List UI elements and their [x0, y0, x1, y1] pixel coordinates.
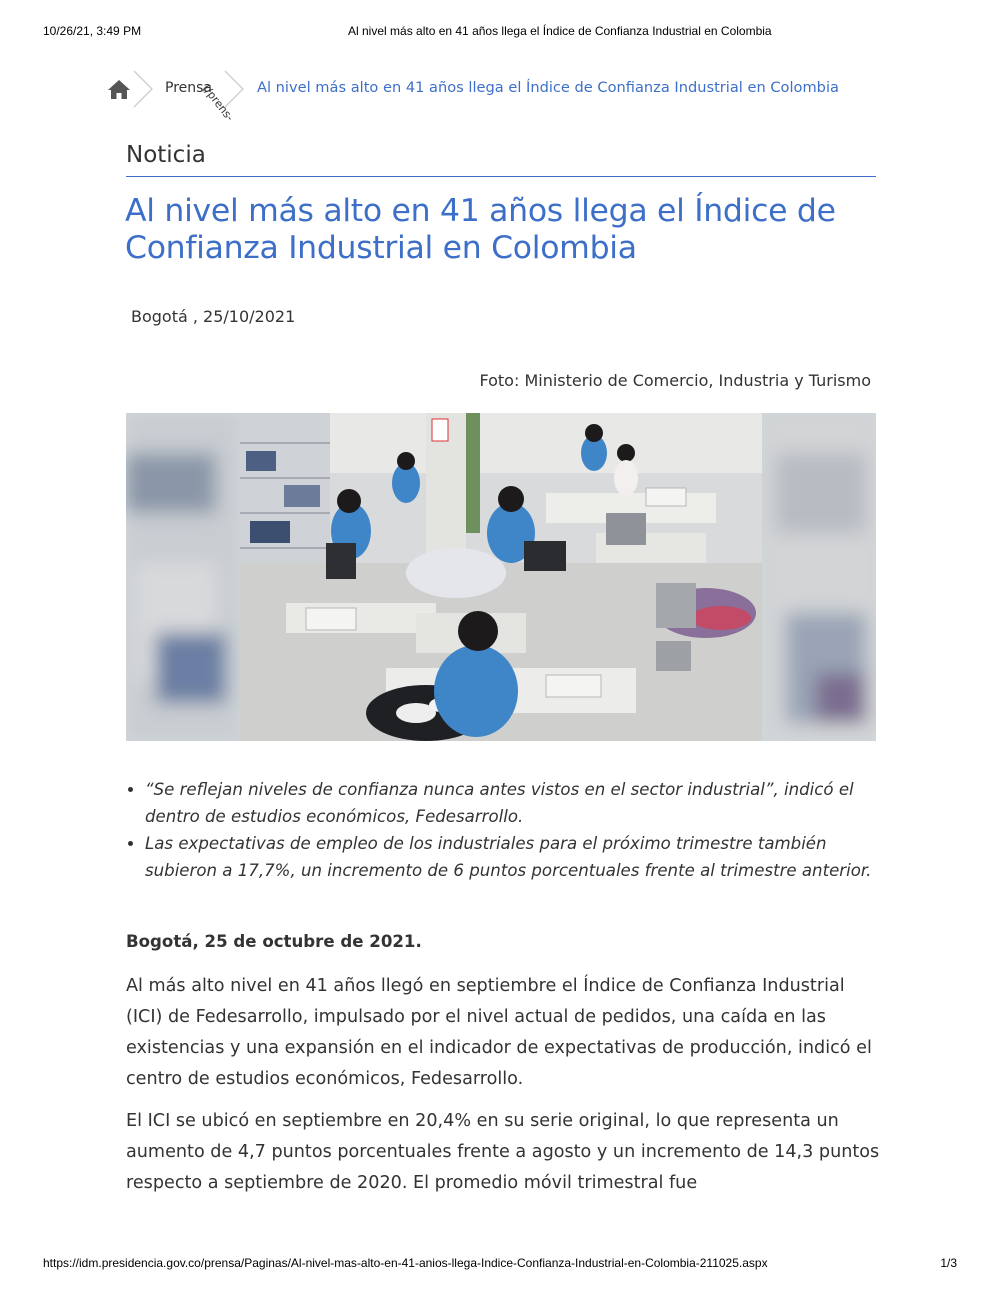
breadcrumb-separator-icon — [223, 70, 245, 108]
photo-credit: Foto: Ministerio de Comercio, Industria y Turismo — [479, 371, 871, 390]
print-page-title: Al nivel más alto en 41 años llega el Índice de Confianza Industrial en Colombia — [348, 24, 772, 38]
print-url: https://idm.presidencia.gov.co/prensa/Paginas/Al-nivel-mas-alto-en-41-anios-llega-Indice-Confianza-Industrial-en-Colombia-211025.aspx — [43, 1256, 768, 1270]
summary-item: • Las expectativas de empleo de los industriales para el próximo trimestre también subieron a 17,7%, un incremento de 6 puntos porcentuales frente al trimestre anterior. — [145, 830, 885, 884]
breadcrumb-separator-icon — [132, 70, 154, 108]
article-title: Al nivel más alto en 41 años llega el Índice de Confianza Industrial en Colombia — [125, 193, 836, 266]
article-paragraph: Al más alto nivel en 41 años llegó en septiembre el Índice de Confianza Industrial (ICI) de Fedesarrollo, impulsado por el nivel actual de pedidos, una caída en las existencias y una expansión en el indicador de expectativas de producción, indicó el centro de estudios económicos, Fedesarrollo. — [126, 976, 872, 1089]
category-label: Noticia — [126, 142, 206, 168]
article-lead: Bogotá, 25 de octubre de 2021. — [126, 932, 422, 951]
summary-item: • “Se reflejan niveles de confianza nunca antes vistos en el sector industrial”, indicó el dentro de estudios económicos, Fedesarrollo. — [145, 776, 885, 830]
breadcrumb-item-path: (/prens- — [199, 82, 237, 124]
breadcrumb-item-current[interactable]: Al nivel más alto en 41 años llega el Índice de Confianza Industrial en Colombia — [257, 79, 839, 96]
category-divider — [126, 176, 876, 177]
summary-list — [126, 776, 885, 884]
article-paragraph: El ICI se ubicó en septiembre en 20,4% en su serie original, lo que representa un aumento de 4,7 puntos porcentuales frente a agosto y un incremento de 14,3 puntos respecto a septiembre de 2020. El promedio móvil trimestral fue — [126, 1111, 880, 1193]
print-page-number: 1/3 — [940, 1256, 957, 1270]
home-icon[interactable] — [106, 78, 132, 100]
breadcrumb-item-prensa[interactable]: Prensa — [165, 80, 213, 96]
article-photo — [126, 413, 876, 741]
print-datetime: 10/26/21, 3:49 PM — [43, 24, 142, 38]
print-footer — [0, 1256, 1000, 1272]
article-dateline: Bogotá , 25/10/2021 — [131, 307, 296, 326]
sewing-factory-image — [126, 413, 876, 741]
breadcrumb — [106, 70, 886, 124]
print-header — [0, 24, 1000, 40]
